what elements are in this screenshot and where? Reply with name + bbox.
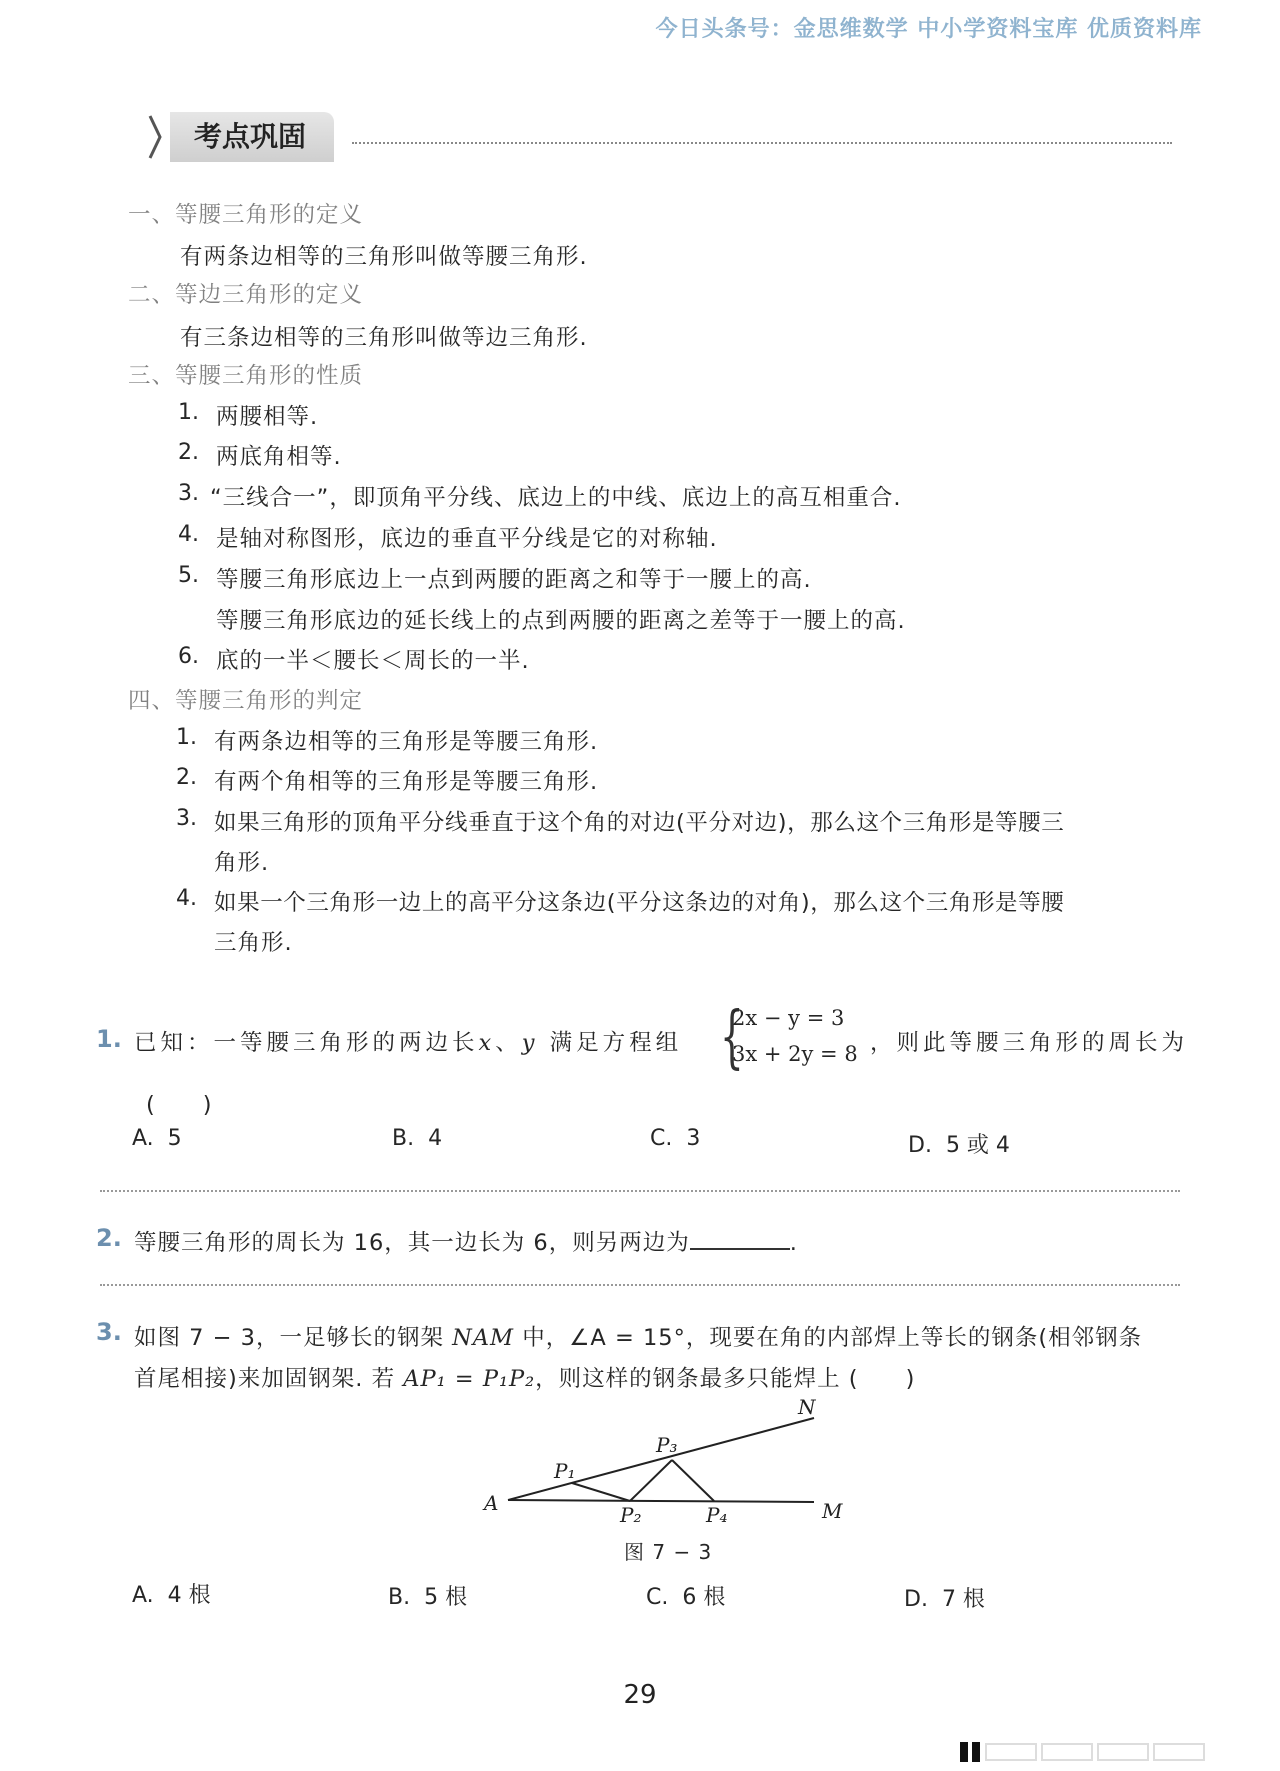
option-text: 3 xyxy=(686,1126,701,1151)
option-text: 7 根 xyxy=(941,1587,985,1612)
figure-caption: 图 7 − 3 xyxy=(624,1540,713,1564)
decorative-bars xyxy=(960,1740,1240,1764)
separator: 、 xyxy=(495,1030,522,1056)
option-c xyxy=(646,1580,725,1611)
question-1-number: 1. xyxy=(96,1025,122,1053)
question-1-answer-paren: ( ) xyxy=(146,1092,213,1118)
property-text: 是轴对称图形，底边的垂直平分线是它的对称轴. xyxy=(216,526,718,552)
question-3-number: 3. xyxy=(96,1318,122,1346)
question-1-text-part: 满足方程组 xyxy=(549,1030,683,1056)
property-text: 两腰相等. xyxy=(216,404,319,430)
segment-p1p2 xyxy=(572,1483,630,1501)
property-number: 3. xyxy=(178,481,199,506)
section-divider xyxy=(352,142,1172,144)
property-text: “三线合一”，即顶角平分线、底边上的中线、底边上的高互相重合. xyxy=(210,485,902,511)
property-number: 2. xyxy=(178,440,199,465)
option-d xyxy=(908,1128,1010,1159)
question-2-text xyxy=(134,1225,798,1257)
criterion-number: 1. xyxy=(176,725,197,750)
option-a xyxy=(132,1578,211,1609)
criterion-text-continued: 角形. xyxy=(214,850,270,876)
watermark-text: 今日头条号：金思维数学 中小学资料宝库 优质资料库 xyxy=(655,17,1202,42)
option-a xyxy=(132,1126,182,1151)
question-1-text xyxy=(134,1025,682,1057)
option-text: 4 根 xyxy=(167,1583,211,1608)
option-c xyxy=(650,1126,700,1151)
brace-icon: { xyxy=(720,998,744,1077)
criterion-text: 有两条边相等的三角形是等腰三角形. xyxy=(214,729,599,755)
property-text: 两底角相等. xyxy=(216,444,342,470)
page-number: 29 xyxy=(623,1680,657,1710)
option-text: 4 xyxy=(428,1126,443,1151)
label-m: M xyxy=(822,1499,843,1523)
segment-p3p4 xyxy=(672,1460,714,1501)
option-text: 5 根 xyxy=(424,1585,468,1610)
property-text: 底的一半＜腰长＜周长的一半. xyxy=(216,648,530,674)
criterion-text: 如果三角形的顶角平分线垂直于这个角的对边(平分对边)，那么这个三角形是等腰三 xyxy=(214,810,1065,836)
question-3-text-part: 中，∠A = 15°，现要在角的内部焊上等长的钢条(相邻钢条 xyxy=(522,1325,1143,1351)
option-text: 5 或 4 xyxy=(945,1133,1010,1158)
answer-blank[interactable] xyxy=(690,1228,790,1250)
figure-7-3 xyxy=(480,1396,860,1536)
property-number: 6. xyxy=(178,644,199,669)
question-divider xyxy=(100,1190,1180,1192)
question-3-text-part: ，则这样的钢条最多只能焊上 ( ) xyxy=(535,1366,916,1392)
option-label: D. xyxy=(908,1133,932,1158)
option-d xyxy=(904,1582,985,1613)
question-2-number: 2. xyxy=(96,1224,122,1252)
option-label: C. xyxy=(646,1585,669,1610)
ray-am xyxy=(508,1500,814,1502)
period: . xyxy=(789,1230,798,1256)
criterion-text: 有两个角相等的三角形是等腰三角形. xyxy=(214,769,599,795)
isosceles-definition-text: 有两条边相等的三角形叫做等腰三角形. xyxy=(180,244,588,270)
option-text: 5 xyxy=(167,1126,182,1151)
label-n: N xyxy=(798,1396,816,1419)
heading-properties: 三、等腰三角形的性质 xyxy=(128,363,364,389)
question-3-line-2 xyxy=(134,1361,915,1393)
criterion-text: 如果一个三角形一边上的高平分这条边(平分这条边的对角)，那么这个三角形是等腰 xyxy=(214,890,1065,916)
question-3-text-part: 首尾相接)来加固钢架. 若 xyxy=(134,1366,396,1392)
heading-isosceles-definition: 一、等腰三角形的定义 xyxy=(128,202,364,228)
option-label: A. xyxy=(132,1126,154,1151)
question-divider xyxy=(100,1284,1180,1286)
question-3-text-part: 如图 7 − 3，一足够长的钢架 xyxy=(134,1325,444,1351)
option-label: D. xyxy=(904,1587,928,1612)
label-p1: P₁ xyxy=(554,1459,576,1483)
equilateral-definition-text: 有三条边相等的三角形叫做等边三角形. xyxy=(180,325,588,351)
question-1-text-part: 已知：一等腰三角形的两边长 xyxy=(134,1030,479,1056)
property-number: 4. xyxy=(178,522,199,547)
property-text: 等腰三角形底边上一点到两腰的距离之和等于一腰上的高. xyxy=(216,567,812,593)
label-p4: P₄ xyxy=(706,1503,728,1527)
option-label: B. xyxy=(392,1126,415,1151)
label-p3: P₃ xyxy=(656,1433,678,1457)
property-text-continued: 等腰三角形底边的延长线上的点到两腰的距离之差等于一腰上的高. xyxy=(216,608,906,634)
criterion-number: 4. xyxy=(176,886,197,911)
option-text: 6 根 xyxy=(682,1585,726,1610)
label-p2: P₂ xyxy=(620,1503,642,1527)
section-tag xyxy=(146,112,334,162)
criterion-number: 2. xyxy=(176,765,197,790)
property-number: 1. xyxy=(178,400,199,425)
chevron-icon xyxy=(146,112,166,162)
criterion-number: 3. xyxy=(176,806,197,831)
variable-nam: NAM xyxy=(452,1325,515,1351)
equation-2: 3x + 2y = 8 xyxy=(732,1042,858,1066)
option-b xyxy=(388,1580,467,1611)
variable-x: x xyxy=(478,1030,496,1056)
question-3-line-1 xyxy=(134,1320,1142,1352)
heading-criteria: 四、等腰三角形的判定 xyxy=(128,688,364,714)
option-b xyxy=(392,1126,442,1151)
equation-system xyxy=(720,998,870,1077)
section-title: 考点巩固 xyxy=(170,112,334,162)
question-2-text-part: 等腰三角形的周长为 16，其一边长为 6，则另两边为 xyxy=(134,1230,690,1256)
option-label: C. xyxy=(650,1126,673,1151)
criterion-text-continued: 三角形. xyxy=(214,930,293,956)
segment-equation: AP₁ = P₁P₂ xyxy=(403,1366,536,1392)
heading-equilateral-definition: 二、等边三角形的定义 xyxy=(128,282,364,308)
question-1-text-end: ，则此等腰三角形的周长为 xyxy=(870,1030,1189,1056)
property-number: 5. xyxy=(178,563,199,588)
option-label: A. xyxy=(132,1583,154,1608)
variable-y: y xyxy=(521,1030,539,1056)
option-label: B. xyxy=(388,1585,411,1610)
equation-1: 2x − y = 3 xyxy=(732,1006,845,1030)
label-a: A xyxy=(484,1491,499,1515)
